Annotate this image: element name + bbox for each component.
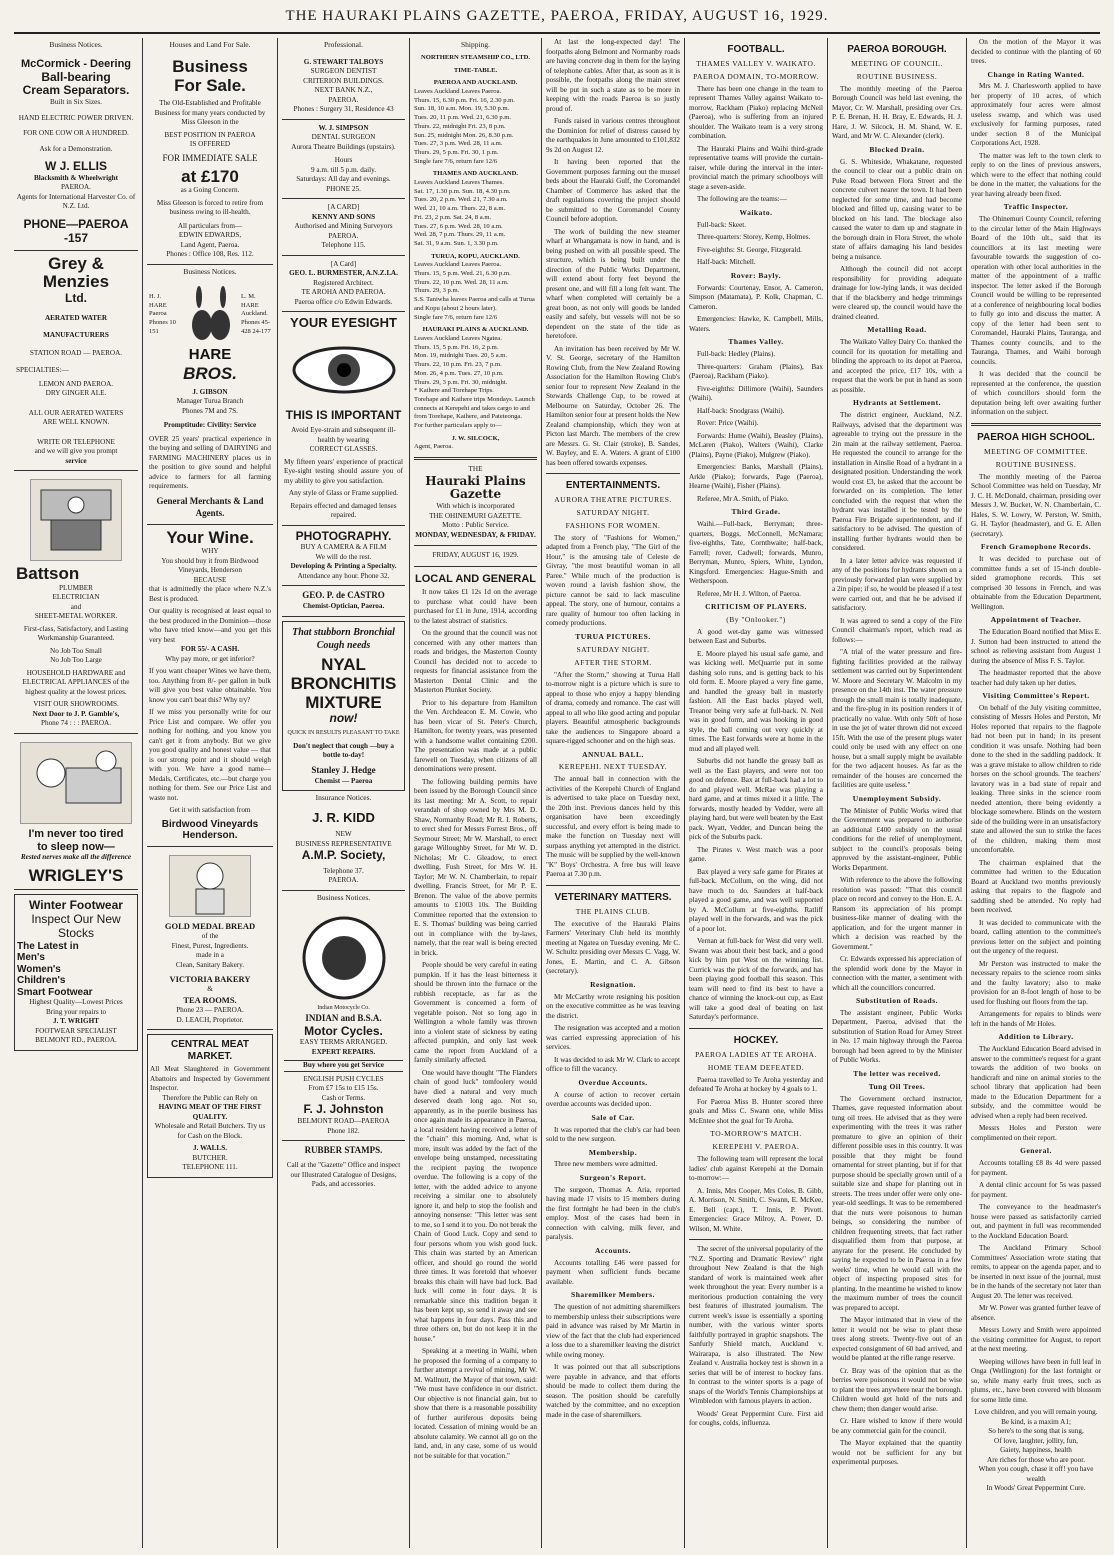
subheading: Membership. (588, 1147, 638, 1157)
article-paragraph: Half-back: Snodgrass (Waihi). (697, 406, 785, 415)
timetable-line: Fri. 23, 2 p.m. Sat. 24, 8 a.m. (414, 213, 492, 221)
section-header: Business Notices. (49, 40, 103, 49)
article-paragraph: The district engineer, Auckland, N.Z. Railways, advised that the department was agreeable to trying out the pressure in the 2in main at the railway settlement, Paeroa. He requested the council to arrange for the installation in Ainslie Road of a hydrant in a designated position. Understanding the work would cost £3, he asked that the account be forwarded on its completion. The letter concluded with the request that when the hydrant was installed it be tested by the Paeroa Fire Brigade superintendent, and if satisfactory to be advised. The question of installing further hydrants would then be considered. (832, 411, 962, 553)
timetable-heading: NORTHERN STEAMSHIP CO., LTD. (420, 53, 531, 61)
article-paragraph: A dental clinic account for 5s was passed for payment. (971, 1181, 1101, 1199)
timetable-line: Wed. 21, 10 a.m. Thurs. 22, 8 a.m. (414, 205, 506, 213)
article-paragraph: The Education Board notified that Miss E. J. Sutton had been instructed to attend the school as relieving assistant from August 1 during the absence of Miss F. S. Taylor. (971, 628, 1101, 665)
column-8: On the motion of the Mayor it was decided to continue with the planting of 60 trees. Change in Rating Wanted. Mrs M. J. Charlesworth applied to have her property of 10 acres, of which approximately four acres were almost useless swamp, and which was used exclusively for farming purposes, rated under section 8 of the Municipal Corporations Act, 1928. The matter was left to the town clerk to reply to on the lines of previous answers, which were to the effect that nothing could be done in the matter, the valuations for the year having already been fixed. Traffic Inspector. The Ohinemuri County Council, referring to the circular letter of the Main Highways Board of the 10th ult., said that its councillors at its last meeting were favourable towards the suggestion of co-operation with other local authorities in the matter of the appointment of a traffic inspector. The letter asked if the Borough Council would be willing to be represented at a conference of neighbouring local bodies to fully go into and discuss the matter. A copy of the letter had been sent to Coromandel, Hauraki Plains, Tauranga, and Thames county councils, and to the Tauranga, Thames, and Waihi borough councils. It was decided that the council be represented at the conference, the question of which councillors should form the deputation being left over awaiting further information on the subject. PAEROA HIGH SCHOOL. MEETING OF COMMITTEE. ROUTINE BUSINESS. The monthly meeting of the Paeroa School Committee was held on Tuesday, Mr J. C. H. McDonald, chairman, presiding over Messrs J. W. Bucket, W. N. Chamberlain, C. Hales, S. W. Lowry, W. Perston, W. Smith, G. H. Taylor (headmaster), and G. E. Allen (secretary). French Gramophone Records. It was decided to purchase out of committee funds a set of 15-inch double-sided gramophone records. This set comprised 30 lessons in French, and was obtainable from the Education Department, Wellington. Appointment of Teacher. The Education Board notified that Miss E. J. Sutton had been instructed to attend the school as relieving assistant from August 1 during the absence of Miss F. S. Taylor. The headmaster reported that the above teacher had duly taken up her duties. Visiting Committee's Report. On behalf of the July visiting committee, consisting of Messrs Holes and Perston, Mr Holes reported that repairs to the flagpole had not been put in hand; in its present condition it was unsafe. Nothing had been done to the shed in the saddling paddock. It was a grave mistake to allow children to ride horses on the school grounds. The teachers' lavatory was in a bad state of repair and leaking. Three sinks in the science room needed attention, there being evidently a blockage somewhere. Blinds on the western side of the building were in an unsatisfactory state and allowed the sun to strike the faces of the children, making them most uncomfortable. The chairman explained that the committee had written to the Education Board at Auckland two months previously asking that repairs to the flagpole and saddling shed be attended. No reply had been received. It was decided to communicate with the board, calling attention to the committee's previous letter on the subject and pointing out the urgency of the request. Mr Perston was instructed to make the necessary repairs to the science room sinks and the faulty lavatory; also to make provision for an 8-foot length of hose to be used for flushing out floors from the tap. Arrangements for repairs to blinds were left in the hands of Mr Holes. Addition to Library. The Auckland Education Board advised in answer to the committee's request for a grant towards the addition of two books on handicraft and nine on animal stories to the school library that application had been made to the Education Department for a subsidy, and the committee would be advised when a reply had been received. Messrs Holes and Perston were complimented on their report. General. Accounts totalling £8 8s 4d were passed for payment. A dental clinic account for 5s was passed for payment. The conveyance to the headmaster's house were passed as satisfactorily carried out, and payment in full was recommended to the Auckland Education Board. The Auckland Primary School Committees' Association wrote stating that remits, to appear on the agenda paper, and to be inserted in next issue of the journal, must be in the hands of the secretary not later than August 20. The letter was received. Mr W. Power was granted further leave of absence. Messrs Lowry and Smith were appointed the visiting committee for August, to report at the next meeting. Weeping willows have been in full leaf in Onga (Wellington) for the last fortnight or so, while many early fruit trees, such as plums, etc., have been covered with blossom for some little time. Love children, and you will remain young. Be kind, is a maxim A1; So here's to the song that is sung, Of love, laughter, jollity, fun, Gaiety, happiness, health Are riches for those who are poor. When you cough, chase it off! you have wealth In Woods' Great Peppermint Cure. (971, 38, 1101, 1493)
section-header: Shipping. (461, 40, 490, 49)
indian-motorcycle-ad: Indian Motocycle Co. INDIAN and B.S.A. Motor Cycles. EASY TERMS ARRANGED. EXPERT REPAIRS. Buy where you get Service ENGLISH PUSH CYCLES From £7 15s to £15 15s. Cash or Terms. F. J. Johnston BELMONT ROAD—PAEROA Phone 182. (282, 907, 405, 1141)
column-7: PAEROA BOROUGH. MEETING OF COUNCIL. ROUTINE BUSINESS. The monthly meeting of the Paeroa Borough Council was held last evening, the Mayor, Cr. W. Marshall, presiding over Crs. P. E. Brenan, H. H. Bray, E. Edwards, H. J. Hare, J. W. Silcock, H. M. Shand, W. E. Ward, and Mr W. C. Alexander (clerk). Blocked Drain. G. S. Whiteside, Whakatane, requested the council to clear out a public drain on Puke Road between Flora Street and the concrete culvert nearer the town. It had been neglected for some time, and had become blocked and filled up, causing water to be blocked on his land. The blockage also caused the water to dam up and stagnate in the borough drain in Flora Street, the whole state of affairs damaging his land besides being a nuisance. Although the council did not accept responsibility for providing adequate drainage for low-lying lands, it was decided that if the blackberry and hedge trimmings were cleared up, the council would have the drained cleaned. Metalling Road. The Waikato Valley Dairy Co. thanked the council for its quotation for metalling and blinding the approach to its depot at Paeroa, and accepted the price, £17 10s, with a request that the work be put in hand as soon as possible. Hydrants at Settlement. The district engineer, Auckland, N.Z. Railways, advised that the department was agreeable to trying out the pressure in the 2in main at the railway settlement, Paeroa. He requested the council to arrange for the installation in Ainslie Road of a hydrant in a designated position. Understanding the work would cost £3, he asked that the account be forwarded on its completion. The letter concluded with the request that when the hydrant was installed it be tested by the Paeroa Fire Brigade superintendent, and if satisfactory to be advised. The question of installing further hydrants would then be considered. In a later letter advice was requested if any of the positions for hydrants shown on a previously forwarded plan were supplied by a 2in pipe; if so, he would be pleased if a test were carried out, and that he be advised if satisfactory. It was agreed to send a copy of the Fire Council chairman's report, which read as follows:— "A trial of the water pressure and fire-fighting facilities provided at the railway settlement was carried out by Superintendent W. Moore and Secretary W. Malcolm in my presence on the 14th inst. The water pressure through the small main is totally inadequate, and the fire-plug in its position renders it of practically no value. With only 50ft of hose in use the jet of water thrown did not exceed 15ft. With the use of the present plugs water could only be used with any effect on one house, but a small supply might be available for the two adjacent houses. As far as the remainder of the houses are concerned the facilities are quite useless." Unemployment Subsidy. The Minister of Public Works wired that the Government was prepared to authorise an additional £400 subsidy on the usual conditions for the relief of unemployment, subject to the council's proposals being approved by the assistant-engineer, Public Works Department. With reference to the above the following resolution was passed: "That this council place on record and convey to the Hon. E. A. Ransom its appreciation of his prompt business-like manner of dealing with the application, and for the urgent manner in which a decision was reached by the Government." Cr. Edwards expressed his appreciation of the splendid work done by the Mayor in connection with the matter, a sentiment with which all the councillors concurred. Substitution of Roads. The assistant engineer, Public Works Department, Paeroa, advised that the substitution of Station Road for Arney Street in No. 17 main highway through the Paeroa borough had been agreed to by the Minister of Public Works. The letter was received. Tung Oil Trees. The Government orchard instructor, Thames, gave requested information about tung oil trees. He advised that as they were experimenting with the trees it was rather premature to give an opinion of their different possible uses in this country. It was possible that they might be found ornamental for street planting, but if for that purpose should be specially grown until of a suitable size and shape for planting out in streets. The trees under offer were only one-year-old seedlings. It was to be remembered that the nuts were poisonous to human beings, so considering the number of children frequenting streets, that fact rather disqualified them from that purpose, at anyrate for the present. He concluded by saying he expected to be in Paeroa in a few weeks' time, when he would call with the object of inspecting proposed sites for planting. In the meantime he wished to know the maximum number of trees the council was prepared to accept. The Mayor intimated that in view of the letter it would not be wise to plant these trees along streets. Twenty-five out of an expected consignment of 60 had arrived, and would be planted at the rifle range reserve. Cr. Bray was of the opinion that as the berries were poisonous it would not be wise to plant the trees anywhere near the borough. Children would get hold of the nuts and chew them; then danger would arise. Cr. Hare wished to know if there would be any commercial gain for the council. The Mayor explained that the quantity would not be sufficient for any but experimental purposes. (832, 44, 962, 1467)
article-paragraph: Forwards: Hume (Waihi), Beasley (Plains), McLaren (Piako), Walters (Waihi), Clarke (Plains), Payne (Piako), Mulgrew (Piako). (689, 431, 823, 459)
article-paragraph: It was decided to purchase out of committee funds a set of 15-inch double-sided gramophone records. This set comprised 30 lessons in French, and was obtainable from the Education Department, Wellington. (971, 555, 1101, 611)
article-paragraph: The headmaster reported that the above teacher had duly taken up her duties. (971, 669, 1101, 687)
article-paragraph: Five-eighths: St. George, Fitzgerald. (697, 245, 802, 254)
article-paragraph: The executive of the Hauraki Plains Farmers' Veterinary Club held its monthly meeting at Ngatea on Tuesday evening. Mr C. W. Schultz presiding over Messrs C. Vagg, W. Jones, E. Martin, and C. A. Gibson (secretary). (546, 919, 680, 976)
article-paragraph: Paeroa travelled to Te Aroha yesterday and defeated Te Aroha at hockey by 4 goals to 1. (689, 1075, 823, 1094)
article-paragraph: G. S. Whiteside, Whakatane, requested the council to clear out a public drain on Puke Road between Flora Street and the concrete culvert nearer the town. It had been neglected for some time, and had become blocked and filled up, causing water to be blocked on his land. The blockage also caused the water to dam up and stagnate in the borough drain in Flora Street, the whole state of affairs damaging his land besides being a nuisance. (832, 157, 962, 261)
article-paragraph: The Auckland Primary School Committees' Association wrote stating that remits, to appear on the agenda paper, and to be inserted in next issue of the journal, must be in the hands of the secretary not later than August 20. The letter was received. (971, 1244, 1101, 1300)
article-paragraph: Messrs Lowry and Smith were appointed the visiting committee for August, to report at the next meeting. (971, 1326, 1101, 1354)
section-header: Houses and Land For Sale. (169, 40, 251, 49)
local-general-heading: LOCAL AND GENERAL (415, 572, 536, 585)
article-paragraph: Five-eighths: Dillimore (Waihi), Saunders (Waihi). (689, 384, 823, 403)
article-paragraph: The surgeon, Thomas A. Aria, reported having made 17 visits to 15 members during the first fortnight he had been in the club's employ. Most of the cases had been in connection with calving, milk fever, and paralysis. (546, 1185, 680, 1242)
article-paragraph: One would have thought "The Flanders chain of good luck" tomfoolery would have died a natural and very much deserved death long ago. Not so, apparently, as in the puerile business has once again made its appearance in Paeroa, a local resident having received a letter of the "chain" this morning. And, what is more, insult was added by the fact of the envelope being unstamped, necessitating the recipient paying the twopence overdue. The following is a copy of the letter, with the added advice to anyone receiving a similar one to absolutely ignore it, and help to stop the foolish and annoying nonsense: "This letter was sent to me, so I send it to you. Do not break the Chain of Good Luck. Copy and send to four persons whom you wish good luck. This chain was started by an American officer, and should go round the world three times. It was foretold that whoever breaks this chain will have bad luck. Bad luck will come in four days. It is remarkable since this tradition began it has been kept up, so send it away and see what happens in four days. Pass this and three others on, but do not keep it in the house." (414, 1068, 537, 1343)
subheading: Waikato. (739, 207, 773, 217)
timetable-line: Single fare 7/6, return fare 12/6 (414, 313, 498, 321)
eye-icon (289, 335, 399, 405)
indian-logo-icon (299, 913, 389, 1003)
timetable-line: Tues. 20, 11 p.m. Wed. 21, 6.30 p.m. (414, 114, 512, 122)
article-paragraph: Vernan at full-back for West did very well. Swann was about their best back, and a good kick by him put West on the winning list. Currick was the pick of the forwards, and has been playing good football this season. This team will need to find its best to have a chance of winning the knock-out cup, as East will take a good deal of beating on last Saturday's performance. (689, 937, 823, 1022)
timetable-line: Thurs. 22, 10 p.m. Wed. 28, 11 a.m. (414, 278, 509, 286)
article-paragraph: The conveyance to the headmaster's house were passed as satisfactorily carried out, and payment in full was recommended to the Auckland Education Board. (971, 1203, 1101, 1240)
subheading: Tung Oil Trees. (868, 1081, 926, 1091)
timetable-line: Sat. 17, 1.30 p.m. Sun. 18, 4.30 p.m. (414, 187, 511, 195)
timetable-line: Thurs. 22, midnight Fri. 23, 8 p.m. (414, 122, 506, 130)
article-paragraph: The annual ball in connection with the activities of the Kerepehi Church of England is advertised to take place on Tuesday next, the 20th inst. Previous dances held by this organisation have been exceedingly successful, and every effort is being made to make the function on Tuesday next will surpass anything yet attempted in the district. The music will be supplied by the well-known "K" Boys' Orchestra. A free bus will leave Paeroa at 7.30 p.m. (546, 775, 680, 879)
subheading: The letter was received. (853, 1068, 941, 1078)
burmester-card: [A Card] GEO. L. BURMESTER, A.N.Z.I.A. Registered Architect. TE AROHA AND PAEROA. Paeroa office c/o Edwin Edwards. (282, 256, 405, 313)
subheading: Traffic Inspector. (1003, 202, 1069, 212)
article-paragraph: There has been one change in the team to represent Thames Valley against Waikato to-morrow, Rackham (Piako) replacing McNeil (Paeroa), who is suffering from an injured shoulder. The Waikato team is a very strong combination. (689, 84, 823, 141)
column-divider (966, 38, 967, 1548)
article-paragraph: Mrs M. J. Charlesworth applied to have her property of 10 acres, of which approximately four acres were almost useless swamp, and which was used exclusively for farming purposes, rated under section 8 of the Municipal Corporations Act, 1928. (971, 82, 1101, 148)
timetable-line: Thurs. 29, 3 p.m. (414, 287, 460, 295)
article-paragraph: It was decided to communicate with the board, calling attention to the committee's previous letter on the subject and pointing out the urgency of the request. (971, 918, 1101, 956)
timetable-line: Mon. 19, midnight Tues. 20, 5 a.m. (414, 352, 508, 360)
article-paragraph: Woods' Great Peppermint Cure. First aid for coughs, colds, influenza. (689, 1409, 823, 1428)
bathtub-icon (31, 480, 121, 560)
timetable-line: Sun. 25, midnight Mon. 26, 8.30 p.m. (414, 131, 514, 139)
article-paragraph: On behalf of the July visiting committee, consisting of Messrs Holes and Perston, Mr Holes reported that repairs to the flagpole had not been put in hand; in its present condition it was unsafe. Nothing had been done to the shed in the saddling paddock. It was a grave mistake to allow children to ride horses on the school grounds. The teachers' lavatory was in a bad state of repair and leaking. Three sinks in the science room needed attention, there being evidently a blockage somewhere. Blinds on the western side of the building were in an unsatisfactory state and allowed the sun to strike the faces of the children, making them most uncomfortable. (971, 703, 1101, 855)
winter-footwear-ad: Winter Footwear Inspect Our New Stocks The Latest in Men's Women's Children's Smart Footwear Highest Quality—Lowest Prices Bring your repairs to J. T. WRIGHT FOOTWEAR SPECIALIST BELMONT RD., PAEROA. (14, 894, 138, 1050)
article-paragraph: Suburbs did not handle the greasy ball as well as the East players, and were not too good on defence. Bax at full-back had a lot to do and played well. McRae was playing a hard game, and at times mixed it a little. The forwards, mostly headed by Vedder, were all playing hard, but were well beaten by the East pack. Wyatt, Vedder, and Duncan being the pick of the Suburbs pack. (689, 757, 823, 842)
column-3 (282, 38, 405, 1548)
article-paragraph: A good wet-day game was witnessed between East and Suburbs. (689, 627, 823, 646)
article-paragraph: A course of action to recover certain overdue accounts was decided upon. (546, 1090, 680, 1109)
entertainments-heading: ENTERTAINMENTS. (565, 480, 661, 491)
column-divider (684, 38, 685, 1548)
veterinary-article (546, 920, 680, 1420)
article-paragraph: The assistant engineer, Public Works Department, Paeroa, advised that the substitution of Station Road for Arney Street in No. 17 main highway through the Paeroa borough had been agreed to by the Minister of Public Works. (832, 1008, 962, 1065)
rubber-stamps-ad: RUBBER STAMPS. Call at the "Gazette" Office and inspect our Illustrated Catalogue of Designs, Pads, and accessories. (286, 1145, 401, 1189)
subheading: Sharemilker Members. (571, 1290, 655, 1300)
article-paragraph: The following building permits have been issued by the Borough Council since its last meeting: Mr A. Scott, to repair verandah of shop owned by Mrs M. D. Shaw, Normanby Road; Mr R. I. Roberts, to erect shed for Messrs Forrest Bros., off Seymour Street; Mr W. Marshall, to erect garage Willoughby Street, for Mr W. D. Nicholas; Mr C. Gleadow, to erect dwelling, Fush Street, for Mrs W. H. Taylor; Mr W. N. Chamberlain, to repair dwelling, Francis Street, for Mr P. E. Brenon. The value of the above permits amounts to £1003 10s. The Building Committee reported that the extension to E. S. Thomas' building was being carried out in compliance with the by-laws, namely, that the rear wall is being erected in brick. (414, 777, 537, 957)
article-paragraph: The Mayor intimated that in view of the letter it would not be wise to plant these trees along streets. Twenty-five out of an expected consignment of 60 had arrived, and would be planted at the rifle range reserve. (832, 1316, 962, 1363)
high-school-article (971, 473, 1101, 1405)
criticism-article (689, 628, 823, 1023)
article-paragraph: It was reported that the club's car had been sold to the new surgeon. (546, 1125, 680, 1144)
timetable-line: S.S. Taniwha leaves Paeroa and calls at Turua and Kopu (about 2 hours later). (414, 296, 535, 312)
article-paragraph: The Minister of Public Works wired that the Government was prepared to authorise an additional £400 subsidy on the usual conditions for the relief of unemployment, subject to the council's proposals being approved by the assistant-engineer, Public Works Department. (832, 806, 962, 872)
text-line: When you cough, chase it off! you have wealth (978, 1465, 1094, 1483)
timetable-line: Thurs. 15, 6.30 p.m. Fri. 16, 2.30 p.m. (414, 96, 515, 104)
photography-ad: PHOTOGRAPHY. BUY A CAMERA & A FILM We will do the rest. Developing & Printing a Specialty. Attendance any hour. Phone 32. (282, 526, 405, 587)
match-article (689, 1155, 823, 1234)
article-paragraph: The following team will represent the local ladies' club against Kerepehi at the Domain to-morrow:— (689, 1155, 823, 1183)
article-paragraph: For Paeroa Miss B. Hunter scored three goals and Miss C. Swann one, while Miss McEntee shot the goal for Te Aroha. (689, 1097, 823, 1125)
timetable-line: Tues. 27, 6 p.m. Wed. 28, 10 a.m. (414, 222, 503, 230)
subheading: Surgeon's Report. (579, 1172, 647, 1182)
subheading: Change in Rating Wanted. (987, 69, 1085, 79)
local-news-continued (546, 38, 680, 468)
borough-article-continued (971, 38, 1101, 418)
column-divider (541, 38, 542, 1548)
column-1 (14, 38, 138, 1548)
article-paragraph: Mr McCarthy wrote resigning his position on the executive committee as he was leaving the district. (546, 992, 680, 1020)
subheading: Visiting Committee's Report. (982, 691, 1090, 701)
plumbing-illustration (30, 479, 122, 561)
timetable-heading: THAMES AND AUCKLAND. (432, 170, 519, 178)
article-paragraph: "A trial of the water pressure and fire-fighting facilities provided at the railway settlement was carried out by Superintendent W. Moore and Secretary W. Malcolm in my presence on the 14th inst. The water pressure through the small main is totally inadequate, and the fire-plug in its position renders it of practically no value. With only 50ft of hose in use the jet of water thrown did not exceed 15ft. With the use of the present plugs water could only be used with any effect on one house, but a small supply might be available for the two adjacent houses. As far as the remainder of the houses are concerned the facilities are quite useless." (832, 648, 962, 790)
article-paragraph: Referee, Mr A. Smith, of Piako. (697, 494, 789, 503)
article-paragraph: Although the council did not accept responsibility for providing adequate drainage for low-lying lands, it was decided that if the blackberry and hedge trimmings were cleared up, the council would have the drained cleaned. (832, 265, 962, 321)
column-divider (277, 38, 278, 1548)
article-paragraph: Half-back: Mitchell. (697, 258, 756, 267)
wrigleys-ad: I'm never too tired to sleep now— Rested nerves make all the difference WRIGLEY'S (14, 734, 138, 890)
section-header: Business Notices. (183, 266, 237, 276)
football-heading: FOOTBALL. (727, 44, 785, 55)
article-paragraph: In a later letter advice was requested if any of the positions for hydrants shown on a previously forwarded plan were supplied by a 2in pipe; if so, he would be pleased if a test were carried out, and that he be advised if satisfactory. (832, 556, 962, 613)
de-castro-ad: GEO. P. de CASTRO Chemist-Optician, Paeroa. (282, 586, 405, 616)
local-general-articles (414, 588, 537, 1461)
article-paragraph: At last the long-expected day! The footpaths along Belmont and Normanby roads are having concrete dug in them for the laying of telephone cables. After that, as soon as it is possible, the footpaths along the main street will be put in such a state as to be more in keeping with the roads Paeroa is so justly proud of. (546, 38, 680, 113)
column-divider (827, 38, 828, 1548)
article-paragraph: The Government orchard instructor, Thames, gave requested information about tung oil trees. He advised that as they were experimenting with the trees it was rather premature to give an opinion of their different possible uses in this country. It was possible that they might be found ornamental for street planting, but if for that purpose should be specially grown until of a suitable size and shape for planting out in streets. The trees under offer were only one-year-old seedlings. It was to be remembered that the nuts were poisonous to human beings, so considering the number of children frequenting streets, that fact rather disqualified them from that purpose, at anyrate for the present. He concluded by saying he expected to be in Paeroa in a few weeks' time, when he would call with the object of inspecting proposed sites for planting. In the meantime he wished to know the maximum number of trees the council was prepared to accept. (832, 1094, 962, 1312)
article-paragraph: Funds raised in various centres throughout the Dominion for relief of distress caused by the earthquakes in June amounted to £101,832 9s 2d on August 12. (546, 117, 680, 154)
article-paragraph: Cr. Hare wished to know if there would be any commercial gain for the council. (832, 1417, 962, 1435)
article-paragraph: "After the Storm," showing at Turua Hall to-morrow night is a picture which is sure to appeal to those who enjoy a happy blending of drama, comedy and romance. The cast will appeal to all who like good acting and popular players. Beautiful atmospheric backgrounds take the audiences to Singapore aboard a square-rigged schooner and on the high seas. (546, 670, 680, 746)
subheading: Overdue Accounts. (578, 1077, 648, 1087)
subheading: Blocked Drain. (869, 144, 925, 154)
timetable-line: Torehape and Kaihere trips Mondays. Launch connects at Kerepehi and takes cargo to and from Torehape, Kaihere, and Pateteonga. (414, 395, 535, 421)
article-paragraph: The matter was left to the town clerk to reply to on the lines of previous answers, which were to the effect that nothing could be done in the matter, the valuations for the year having already been fixed. (971, 151, 1101, 198)
article-paragraph: Bax played a very safe game for Pirates at full-back. McCollum, on the wing, did not have much to do. Saunders at half-back played a good game, and was well supported by A. McCollum at five-eighths. Ratliff played well in the forwards, and was the pick of a poor lot. (689, 867, 823, 933)
article-paragraph: Waihi.—Full-back, Berryman; three-quarters, Boggs, McConnell, McNamara; five-eighths, Tate, Cornthwaite; half-back, Farrell; rover, Cadwell; forwards, Munro, Berryman, Munro, Spiers, White, Lyndon, Kingsford. Emergencies: Hague-Smith and Wetherspoon. (689, 520, 823, 586)
article-paragraph: Cr. Edwards expressed his appreciation of the splendid work done by the Mayor in connection with the matter, a sentiment with which all the councillors concurred. (832, 955, 962, 992)
text-line: Gaiety, happiness, health (1000, 1446, 1072, 1455)
subheading: Resignation. (590, 979, 636, 989)
article-paragraph: Forwards: Courtenay, Ensor, A. Cameron, Simpson (Matamata), P. Kolk, Chapman, C. Cameron. (689, 283, 823, 311)
article-paragraph: An invitation has been received by Mr W. V. St. George, secretary of the Hamilton Rowing Club, from the New Zealand Rowing Association for the Hamilton Rowing Club's senior four to represent New Zealand in the Stewards Challenge Cup, to be rowed at Melbourne on Saturday, October 26. The Hamilton senior four at present holds the New Zealand championship, which they won at Picton last March. The members of the crew are Messrs. G. St. Clair (stroke), B. Sandes, W. Bayley, and E. A. Waters. A grant of £100 has been offered towards expenses. (546, 344, 680, 467)
column-divider (409, 38, 410, 1548)
timetable-line: Thurs. 29, 5 p.m. Fri. 30, 1 p.m. (414, 148, 499, 156)
subheading: Addition to Library. (998, 1032, 1074, 1042)
timetable-heading: HAURAKI PLAINS & AUCKLAND. (422, 326, 529, 334)
hockey-heading: HOCKEY. (733, 1034, 779, 1046)
subheading: French Gramophone Records. (980, 542, 1092, 552)
article-paragraph: The Mayor explained that the quantity would not be sufficient for any but experimental purposes. (832, 1439, 962, 1467)
article-paragraph: Three new members were admitted. (554, 1160, 658, 1169)
hockey-article (689, 1076, 823, 1127)
article-paragraph: The chairman explained that the committee had written to the Education Board at Auckland two months previously asking that repairs to the flagpole and saddling shed be attended. No reply had been received. (971, 858, 1101, 915)
article-paragraph: Three-quarters: Graham (Plains), Bax (Paeroa), Rackham (Piako). (689, 362, 823, 381)
article-paragraph: The resignation was accepted and a motion was carried expressing appreciation of his services. (546, 1024, 680, 1052)
timetable-line: Thurs. 22, 10 p.m. Fri. 23, 7 p.m. (414, 361, 502, 369)
hare-logo-icon (184, 285, 236, 345)
subheading: Substitution of Roads. (855, 996, 939, 1006)
timetable-line: Single fare 7/6, return fare 12/6 (414, 157, 498, 165)
article-paragraph: With reference to the above the following resolution was passed: "That this council place on record and convey to the Hon. E. A. Ransom its appreciation of his prompt business-like manner of dealing with the application, and for the urgent manner in which a decision was reached by the Government." (832, 876, 962, 951)
timetable-heading: J. W. SILCOCK, (451, 434, 500, 442)
article-paragraph: The monthly meeting of the Paeroa Borough Council was held last evening, the Mayor, Cr. W. Marshall, presiding over Crs. P. E. Brenan, H. H. Bray, E. Edwards, H. J. Hare, J. W. Silcock, H. M. Shand, W. E. Ward, and Mr W. C. Alexander (clerk). (832, 84, 962, 141)
timetable-line: Wed. 28, 7 p.m. Thurs. 29, 11 a.m. (414, 231, 506, 239)
text-line: So here's to the song that is sung, (988, 1427, 1084, 1436)
article-paragraph: A. Innis, Mrs Cooper, Mrs Coles, B. Gibb, A. Morrison, N. Smith, C. Swann, E. McKee, E. Bell (capt.), T. Innis, P. Pivott. Emergencies: Grace Milroy, A. Power, D. Wilson, M. White. (689, 1186, 823, 1233)
text-line: Of love, laughter, jollity, fun, (994, 1436, 1078, 1445)
column-2 (147, 38, 273, 1548)
column-divider (142, 38, 143, 1548)
timetable-heading: TURUA, KOPU, AUCKLAND. (431, 252, 520, 260)
timetable-line: Thurs. 15, 5 p.m. Wed. 21, 6.30 p.m. (414, 270, 511, 278)
article-paragraph: The work of building the new steamer wharf at Whangamata is now in hand, and is being pushed on with all possible speed. The structure, which is being built under the direction of the Public Works Department, will extend about forty feet beyond the present one, and will fill a long felt want. The wharf when completed will certainly be a great boon, as not only will goods be landed easily and safely, but vessels will not be so dependent on the state of the tide as heretofore. (546, 227, 680, 340)
article-paragraph: The Auckland Education Board advised in answer to the committee's request for a grant towards the addition of two books on handicraft and nine on animal stories to the school library that application had been made to the Education Department for a subsidy, and the committee would be advised when a reply had been received. (971, 1045, 1101, 1120)
mccormick-ad: McCormick - Deering Ball-bearing Cream Separators. Built in Six Sizes. HAND ELECTRIC POWER DRIVEN. FOR ONE COW OR A HUNDRED. Ask for a Demonstration. W J. ELLIS Blacksmith & Wheelwright PAEROA. Agents for International Harvester Co. of N.Z. Ltd. PHONE—PAEROA -157 (14, 54, 138, 251)
text-line: Love children, and you will remain young. (974, 1408, 1098, 1417)
borough-article (832, 85, 962, 1468)
article-paragraph: Arrangements for repairs to blinds were left in the hands of Mr Holes. (971, 1010, 1101, 1028)
subheading: Unemployment Subsidy. (852, 793, 942, 803)
phone-number: PHONE—PAEROA -157 (23, 216, 129, 245)
article-paragraph: It was agreed to send a copy of the Fire Council chairman's report, which read as follows:— (832, 616, 962, 644)
timetable-line: Tues. 27, 3 p.m. Wed. 28, 11 a.m. (414, 140, 503, 148)
article-paragraph: The monthly meeting of the Paeroa School Committee was held on Tuesday, Mr J. C. H. McDonald, chairman, presiding over Messrs J. W. Bucket, W. N. Chamberlain, C. Hales, S. W. Lowry, W. Perston, W. Smith, G. H. Taylor (headmaster), and G. E. Allen (secretary). (971, 472, 1101, 538)
subheading: Hydrants at Settlement. (853, 398, 941, 408)
column-6: FOOTBALL. THAMES VALLEY V. WAIKATO. PAEROA DOMAIN, TO-MORROW. There has been one change in the team to represent Thames Valley against Waikato to-morrow, Rackham (Piako) replacing McNeil (Paeroa), who is suffering from an injured shoulder. The Waikato team is a very strong combination. The Hauraki Plains and Waihi third-grade representative teams will provide the curtain-raiser, while during the interval in the inter-provincial match the primary schoolboys will stage a seven-aside. The following are the teams:— Waikato. Full-back: Skeet. Three-quarters: Storey, Kemp, Holmes. Five-eighths: St. George, Fitzgerald. Half-back: Mitchell. Rover: Bayly. Forwards: Courtenay, Ensor, A. Cameron, Simpson (Matamata), P. Kolk, Chapman, C. Cameron. Emergencies: Hawke, K. Campbell, Mills, Waters. Thames Valley. Full-back: Hedley (Plains). Three-quarters: Graham (Plains), Bax (Paeroa), Rackham (Piako). Five-eighths: Dillimore (Waihi), Saunders (Waihi). Half-back: Snodgrass (Waihi). Rover: Price (Waihi). Forwards: Hume (Waihi), Beasley (Plains), McLaren (Piako), Walters (Waihi), Clarke (Plains), Payne (Piako), Mulgrew (Piako). Emergencies: Banks, Marshall (Plains), Arkle (Piako); forwards, Page (Paeroa), Hearne (Waihi), Fisher (Plains). Referee, Mr A. Smith, of Piako. Third Grade. Waihi.—Full-back, Berryman; three-quarters, Boggs, McConnell, McNamara; five-eighths, Tate, Cornthwaite; half-back, Farrell; rover, Cadwell; forwards, Munro, Berryman, Munro, Spiers, White, Lyndon, Kingsford. Emergencies: Hague-Smith and Wetherspoon. Referee, Mr H. J. Wilton, of Paeroa. CRITICISM OF PLAYERS. (By "Onlooker.") A good wet-day game was witnessed between East and Suburbs. E. Moore played his usual safe game, and was kicking well. McQuarrie put in some dashing solo runs, and is getting back to his old form. E. Moore played a very fine game, and handled the greasy ball in masterly fashion. All the East backs played well, Treanor being very safe at full-back. N. Neil was in good form, and was hooking in good style, the ball coming out very quickly at times. The East forwards were at home in the mud and all played well. Suburbs did not handle the greasy ball as well as the East players, and were not too good on defence. Bax at full-back had a lot to do and played well. McRae was playing a hard game, and at times mixed it a little. The forwards, mostly headed by Vedder, were all playing hard, but were well beaten by the East pack. Wyatt, Vedder, and Duncan being the pick of the Suburbs pack. The Pirates v. West match was a poor game. Bax played a very safe game for Pirates at full-back. McCollum, on the wing, did not have much to do. Saunders at half-back played a good game, and was well supported by A. McCollum at five-eighths. Ratliff played well in the forwards, and was the pick of a poor lot. Vernan at full-back for West did very well. Swann was about their best back, and a good kick by him put West on the winning list. Currick was the pick of the forwards, and has been playing good football this season. This team will need to find its best to have a chance of winning the knock-out cup, as East will take a good deal of beating on last Saturday's performance. HOCKEY. PAEROA LADIES AT TE AROHA. HOME TEAM DEFEATED. Paeroa travelled to Te Aroha yesterday and defeated Te Aroha at hockey by 4 goals to 1. For Paeroa Miss B. Hunter scored three goals and Miss C. Swann one, while Miss McEntee shot the goal for Te Aroha. TO-MORROW'S MATCH. KEREPEHI V. PAEROA. The following team will represent the local ladies' club against Kerepehi at the Domain to-morrow:— A. Innis, Mrs Cooper, Mrs Coles, B. Gibb, A. Morrison, N. Smith, C. Swann, E. McKee, E. Bell (capt.), T. Innis, P. Pivott. Emergencies: Grace Milroy, A. Power, D. Wilson, M. White. The secret of the universal popularity of the "N.Z. Sporting and Dramatic Review" right throughout New Zealand is that the high standard of work is maintained week after week throughout the year. Every number is a meritorious production containing the very best features of illustrated journalism. The current week's issue is essentially a sporting number, with the various winter sports faithfully portrayed in graphic snapshots. The Sanfurly Shield match, Auckland v. Wairarapa, is also illustrated. The New Zealand v. Australia hockey test is shown in a series that will be of interest to hockey fans. In contrast to the winter sports is a page of snaps of the World's Tennis Championships at Wimbledon with famous players in action. Woods' Great Peppermint Cure. First aid for coughs, colds, influenza. (689, 44, 823, 1428)
article-paragraph: Cr. Bray was of the opinion that as the berries were poisonous it would not be wise to plant the trees anywhere near the borough. Children would get hold of the nuts and chew them; then danger would arise. (832, 1366, 962, 1413)
shipping-timetable (414, 54, 537, 452)
timetable-line: Mon. 26, 4 p.m. Tues. 27, 10 p.m. (414, 369, 504, 377)
article-paragraph: The following are the teams:— (697, 195, 787, 204)
timetable-line: Leaves Auckland Leaves Thames. (414, 179, 504, 187)
high-school-heading: PAEROA HIGH SCHOOL. (977, 431, 1095, 443)
article-paragraph: E. Moore played his usual safe game, and was kicking well. McQuarrie put in some dashing solo runs, and is getting back to his old form. E. Moore played a very fine game, and handled the greasy ball in masterly fashion. All the East backs played well, Treanor being very safe at full-back. N. Neil was in good form, and was hooking in good style, the ball coming out very quickly at times. The East forwards were at home in the mud and all played well. (689, 649, 823, 753)
timetable-line: Thurs. 15, 5 p.m. Fri. 16, 2 p.m. (414, 343, 499, 351)
your-wine-ad: Your Wine. WHY You should buy it from Birdwood Vineyards, Henderson BECAUSE that is admittedly the place where N.Z.'s Best is produced. Our quality is recognised at least equal to the best produced in the Dominion—those who have tried know—and you get this very best FOR 55/- A CASH. Why pay more, or get inferior? If you want cheaper Wines we have them, too. Anything from 8/- per gallon in bulk will give you best value obtainable. You know you can't beat this? Why try? If we miss you personally write for our Price List and compare. We offer you nothing for nothing, and you know you can't get it from anybody. But we give you good quality and honest value — that is our strong point and it should weigh with you. We have a good name—Medals, Certificates, etc.—but charge you nothing for them. See our Price List and waste not. Get it with satisfaction from Birdwood Vineyards Henderson. (147, 525, 273, 847)
child-icon (170, 856, 250, 916)
football-article (689, 85, 823, 599)
masthead: THE HAURAKI PLAINS GAZETTE, PAEROA, FRIDAY, AUGUST 16, 1929. (285, 8, 829, 24)
column-5: At last the long-expected day! The footpaths along Belmont and Normanby roads are having concrete dug in them for the laying of telephone cables. After that, as soon as it is possible, the footpaths along the main street will be put in such a state as to be more in keeping with the roads Paeroa is so justly proud of. Funds raised in various centres throughout the Dominion for relief of distress caused by the earthquakes in June amounted to £101,832 9s 2d on August 12. It having been reported that the Government purposes farming out the mussel beds about the Hauraki Gulf, the Coromandel Chamber of Commerce has asked that the draft regulations covering the project should be submitted to the Coromandel County Council before adoption. The work of building the new steamer wharf at Whangamata is now in hand, and is being pushed on with all possible speed. The structure, which is being built under the direction of the Public Works Department, will extend about forty feet beyond the present one, and will fill a long felt want. The wharf when completed will certainly be a great boon, as not only will goods be landed easily and safely, but vessels will not be so dependent on the state of the tide as heretofore. An invitation has been received by Mr W. V. St. George, secretary of the Hamilton Rowing Club, from the New Zealand Rowing Association for the Hamilton Rowing Club's senior four to represent New Zealand in the Stewards Challenge Cup, to be rowed at Melbourne on Saturday, October 26. The Hamilton senior four at present holds the New Zealand championship, which they won at Picton last March. The members of the crew are Messrs. G. St. Clair (stroke), B. Sandes, W. Bayley, and E. A. Waters. A grant of £100 has been offered towards expenses. ENTERTAINMENTS. AURORA THEATRE PICTURES. SATURDAY NIGHT. FASHIONS FOR WOMEN. The story of "Fashions for Women," adapted from a French play, "The Girl of the Hour," is the amusing tale of Celeste de Givray, "the most beautiful woman in all Paree." While much of the production is woven round a lavish fashion show, the picture cannot be said to lack masculine appeal. The story, one of humour, contains a rare quality of humour too often lacking in comedy productions. TURUA PICTURES. SATURDAY NIGHT. AFTER THE STORM. "After the Storm," showing at Turua Hall to-morrow night is a picture which is sure to appeal to those who enjoy a happy blending of drama, comedy and romance. The cast will appeal to all who like good acting and popular players. Beautiful atmospheric backgrounds take the audiences to Singapore aboard a square-rigged schooner and on the high seas. ANNUAL BALL. KEREPEHI. NEXT TUESDAY. The annual ball in connection with the activities of the Kerepehi Church of England is advertised to take place on Tuesday next, the 20th inst. Previous dances held by this organisation have been exceedingly successful, and every effort is being made to make the function on Tuesday next will surpass anything yet attempted in the district. The music will be supplied by the well-known "K" Boys' Orchestra. A free bus will leave Paeroa at 7.30 p.m. VETERINARY MATTERS. THE PLAINS CLUB. The executive of the Hauraki Plains Farmers' Veterinary Club held its monthly meeting at Ngatea on Tuesday evening. Mr C. W. Schultz presiding over Messrs C. Vagg, W. Jones, E. Martin, and C. A. Gibson (secretary). Resignation. Mr McCarthy wrote resigning his position on the executive committee as he was leaving the district. The resignation was accepted and a motion was carried expressing appreciation of his services. It was decided to ask Mr W. Clark to accept office to fill the vacancy. Overdue Accounts. A course of action to recover certain overdue accounts was decided upon. Sale of Car. It was reported that the club's car had been sold to the new surgeon. Membership. Three new members were admitted. Surgeon's Report. The surgeon, Thomas A. Aria, reported having made 17 visits to 15 members during the first fortnight he had been in the club's employ. Most of the cases had been in connection with calving, milk fever, and paralysis. Accounts. Accounts totalling £46 were passed for payment when sufficient funds became available. Sharemilker Members. The question of not admitting sharemilkers to membership unless their subscriptions were paid in advance was raised by Mr Martin in view of the fact that the club had experienced a loss due to a sharemilker leaving the district while owing money. It was pointed out that all subscriptions were payable in advance, and that efforts should be made to collect them during the season. The position should be carefully watched by the committee, and no exception made in the case of sharemilkers. (546, 38, 680, 1419)
nyal-ad: That stubborn Bronchial Cough needs NYAL BRONCHITIS MIXTURE now! QUICK IN RESULTS PLEASANT TO TAKE Don't neglect that cough —buy a bottle to-day! Stanley J. Hedge Chemist — Paeroa (282, 621, 405, 792)
masthead-rule (14, 32, 1100, 34)
kenny-card: [A CARD] KENNY AND SONS Authorised and Mining Surveyors PAEROA. Telephone 115. (282, 199, 405, 256)
text-line: Be kind, is a maxim A1; (1001, 1417, 1071, 1426)
article-paragraph: The story of "Fashions for Women," adapted from a French play, "The Girl of the Hour," is the amusing tale of Celeste de Givray, "the most beautiful woman in all Paree." While much of the production is woven round a lavish fashion show, the picture cannot be said to lack masculine appeal. The story, one of humour, contains a rare quality of humour too often lacking in comedy productions. (546, 533, 680, 628)
article-paragraph: Rover: Price (Waihi). (697, 419, 759, 428)
subheading: Rover: Bayly. (730, 270, 782, 280)
subheading: Third Grade. (731, 507, 781, 517)
article-paragraph: On the motion of the Mayor it was decided to continue with the planting of 60 trees. (971, 38, 1101, 65)
veterinary-heading: VETERINARY MATTERS. (554, 891, 672, 903)
subheading: Thames Valley. (728, 337, 784, 347)
simpson-card: W. J. SIMPSON DENTAL SURGEON Aurora Theatre Buildings (upstairs). Hours 9 a.m. till 5 p.m. daily. Saturdays: All day and evenings. PHONE 25. (282, 120, 405, 200)
article-paragraph: Emergencies: Hawke, K. Campbell, Mills, Waters. (689, 315, 823, 333)
column-4 (414, 38, 537, 1548)
article-paragraph: The question of not admitting sharemilkers to membership unless their subscriptions were paid in advance was raised by Mr Martin in view of the fact that the club had experienced a loss due to a sharemilker leaving the district while owing money. (546, 1303, 680, 1359)
section-header: Business Notices. (316, 892, 371, 902)
subheading: Accounts. (595, 1245, 631, 1255)
article-paragraph: The Waikato Valley Dairy Co. thanked the council for its quotation for metalling and blinding the approach to its depot at Paeroa, and accepted the price, £17 10s, with a request that the work be put in hand as soon as possible. (832, 338, 962, 394)
subheading: Sale of Car. (591, 1112, 635, 1122)
timetable-line: Leaves Auckland Leaves Paeroa. (414, 88, 502, 95)
subheading: General. (1020, 1146, 1052, 1156)
bakery-ad: GOLD MEDAL BREAD of the Finest, Purest, Ingredients. made in a Clean, Sanitary Bakery. VICTORIA BAKERY & TEA ROOMS. Phone 23 — PAEROA. D. LEACH, Proprietor. (147, 847, 273, 1030)
business-for-sale-ad: Business For Sale. The Old-Established and Profitable Business for many years conducted by Miss Gleeson in the BEST POSITION IN PAEROA IS OFFERED FOR IMMEDIATE SALE at £170 as a Going Concern. Miss Gleeson is forced to retire from business owing to ill-health. All particulars from— EDWIN EDWARDS, Land Agent, Paeroa. Phones : Office 108, Res. 112. (147, 54, 273, 265)
article-paragraph: The Pirates v. West match was a poor game. (689, 845, 823, 864)
article-paragraph: Mr W. Power was granted further leave of absence. (971, 1304, 1101, 1322)
timetable-line: Leaves Auckland Leaves Paeroa. (414, 261, 502, 269)
battson-ad: Battson PLUMBER ELECTRICIAN and SHEET-METAL WORKER. First-class, Satisfactory, and Lasting Workmanship Guaranteed. No Job Too Small No Job Too Large HOUSEHOLD HARDWARE and ELECTRICAL APPLIANCES of the highest quality at the lowest prices. VISIT OUR SHOWROOMS. Next Door to J. P. Gamble's, Phone 74 : : : PAEROA. (14, 471, 138, 734)
section-header: Insurance Notices. (315, 793, 372, 803)
article-paragraph: It having been reported that the Government purposes farming out the mussel beds about the Hauraki Gulf, the Coromandel Chamber of Commerce has asked that the draft regulations covering the project should be submitted to the Coromandel County Council before adoption. (546, 158, 680, 223)
article-paragraph: Full-back: Skeet. (697, 220, 747, 229)
timetable-line: For further particulars apply to— (414, 422, 502, 430)
subheading: Metalling Road. (867, 325, 927, 335)
article-paragraph: On the ground that the council was not concerned with any other matters than roads and bridges, the Masterton County Council has decided not to accede to requests for financial assistance from the Masterton Dental Clinic and the Masterton Plunket Society. (414, 629, 537, 695)
timetable-line: * Kaihere and Torehape Trips. (414, 387, 494, 395)
article-paragraph: Speaking at a meeting in Waihi, when he proposed the forming of a company to further attempt a revival of mining, Mr W. M. Wallnutt, the Mayor of that town, said: "We must have confidence in our district. Our objective is not financial gain, but to show that there is a reasonable possibility of further auriferous deposits being located. Cessation of mining would be an absolute calamity. We cannot all go on the land, and, in any case, some of us would not be suitable for that vocation." (414, 1347, 537, 1460)
timetable-line: Thurs. 29, 3 p.m. Fri. 30, midnight. (414, 378, 508, 386)
eyesight-ad: YOUR EYESIGHT THIS IS IMPORTANT Avoid Eye-strain and subsequent ill-health by wearing CORRECT GLASSES. My fifteen years' experience of practical Eye-sight testing should assure you of my ability to give you satisfaction. Any style of Glass or Frame supplied. Repairs effected and damaged lenses repaired. (282, 312, 405, 525)
gazette-flag: THE Hauraki Plains Gazette With which is incorporated THE OHINEMURI GAZETTE. Motto : Public Service. MONDAY, WEDNESDAY, & FRIDAY. FRIDAY, AUGUST 16, 1929. (414, 465, 537, 567)
verse (971, 1408, 1101, 1494)
timetable-heading: TIME-TABLE. (453, 66, 498, 74)
article-paragraph: Emergencies: Banks, Marshall (Plains), Arkle (Piako); forwards, Page (Paeroa), Hearne (Waihi), Fisher (Plains). (689, 463, 823, 491)
article-paragraph: Accounts totalling £8 8s 4d were passed for payment. (971, 1159, 1101, 1177)
sleeping-man-icon (21, 743, 131, 823)
article-paragraph: The Ohinemuri County Council, referring to the circular letter of the Main Highways Board of the 10th ult., said that its councillors at its last meeting were favourable towards the suggestion of co-operation with other local authorities in the matter of the appointment of a traffic inspector. The letter asked if the Borough Council would be willing to be represented at a conference of neighbouring local bodies to fully go into and discuss the matter. A copy of the letter had been sent to Coromandel, Hauraki Plains, Tauranga, and Thames county councils, and to the Tauranga, Thames, and Waihi borough councils. (971, 215, 1101, 366)
timetable-line: Sat. 31, 9 a.m. Sun. 1, 3.30 p.m. (414, 239, 499, 247)
article-paragraph: Messrs Holes and Perston were complimented on their report. (971, 1124, 1101, 1142)
article-paragraph: It was pointed out that all subscriptions were payable in advance, and that efforts should be made to collect them during the season. The position should be carefully watched by the committee, and no exception made in the case of sharemilkers. (546, 1363, 680, 1419)
timetable-line: Agent, Paeroa. (414, 443, 453, 451)
article-paragraph: Three-quarters: Storey, Kemp, Holmes. (697, 233, 811, 242)
article-paragraph: Mr Perston was instructed to make the necessary repairs to the science room sinks and the faulty lavatory; also to make provision for an 8-foot length of hose to be used for flushing out floors from the tap. (971, 959, 1101, 1006)
meat-market-ad: CENTRAL MEAT MARKET. All Meat Slaughtered in Government Abattoirs and Inspected by Government Inspector. Therefore the Public can Rely on HAVING MEAT OF THE FIRST QUALITY. Wholesale and Retail Butchers. Try us for Cash on the Block. J. WALLS. BUTCHER. TELEPHONE 111. (147, 1034, 273, 1178)
subheading: Appointment of Teacher. (990, 615, 1082, 625)
article-paragraph: The Hauraki Plains and Waihi third-grade representative teams will provide the curtain-raiser, while during the interval in the inter-provincial match the primary schoolboys will stage a seven-aside. (689, 144, 823, 191)
article-paragraph: It was decided to ask Mr W. Clark to accept office to fill the vacancy. (546, 1055, 680, 1074)
section-header: Professional. (324, 40, 363, 49)
kidd-card: J. R. KIDD NEW BUSINESS REPRESENTATIVE A.M.P. Society, Telephone 37. PAEROA. (282, 807, 405, 891)
timetable-line: Tues. 20, 2 p.m. Wed. 21, 7.30 a.m. (414, 196, 508, 204)
article-paragraph: People should be very careful in eating pumpkin. If it has the least bitterness it should be thrown into the furnace or the rubbish receptacle, as far as the Government is concerned a form of vegetable poison. Not so long ago in Wellington a whole family was thrown into a violent state of sickness by eating affected pumpkin, and only last week came the report from Auckland of a family similarly affected. (414, 961, 537, 1065)
article-paragraph: It was decided that the council be represented at the conference, the question of which councillors should form the deputation being left over awaiting further information on the subject. (971, 370, 1101, 417)
borough-heading: PAEROA BOROUGH. (847, 44, 947, 55)
hare-bros-ad: H. J. HARE Paeroa Phones 10 151 L. M. HARE Auckland. Phones 45-428 24-177 HARE BROS. J. GIBSON Manager Turua Branch Phones 7M and 7S. Promptitude: Civility: Service OVER 25 years' practical experience in the buying and selling of DAIRYING and FARMING MACHINERY places us in the position to give sound and helpful advice to farmers for all farming requirements. General Merchants & Land Agents. (147, 281, 273, 525)
article-paragraph: Prior to his departure from Hamilton the Ven. Archdeacon E. M. Cowie, who has been vicar of St. Peter's Church, Hamilton, for twenty years, was presented with a handsome wallet containing £200. The presentation was made at a public farewell on Tuesday, when citizens of all denominations were present. (414, 698, 537, 774)
wrigleys-illustration (20, 742, 132, 824)
timetable-line: Sun. 18, 10 a.m. Mon. 19, 5.30 p.m. (414, 105, 510, 113)
child-illustration (169, 855, 251, 917)
article-paragraph: Weeping willows have been in full leaf in Onga (Wellington) for the last fortnight or so, while many early fruit trees, such as plums, etc., have been covered with blossom for some little time. (971, 1357, 1101, 1404)
text-line: Are riches for those who are poor. (987, 1455, 1085, 1464)
article-paragraph: The secret of the universal popularity of the "N.Z. Sporting and Dramatic Review" right throughout New Zealand is that the high standard of work is maintained week after week throughout the year. Every number is a meritorious production containing the very best features of illustrated journalism. The current week's issue is essentially a sporting number, with the various winter sports faithfully portrayed in graphic snapshots. The Sanfurly Shield match, Auckland v. Wairarapa, is also illustrated. The New Zealand v. Australia hockey test is shown in a series that will be of interest to hockey fans. In contrast to the winter sports is a page of snaps of the World's Tennis Championships at Wimbledon with famous players in action. (689, 1245, 823, 1406)
talboys-card: G. STEWART TALBOYS SURGEON DENTIST CRITERION BUILDINGS. NEXT BANK N.Z., PAEROA. Phones : Surgery 31, Residence 43 (282, 54, 405, 120)
timetable-line: Leaves Auckland Leaves Ngatea. (414, 334, 502, 342)
text-line: In Woods' Great Peppermint Cure. (986, 1484, 1086, 1493)
article-paragraph: Accounts totalling £46 were passed for payment when sufficient funds became available. (546, 1258, 680, 1286)
timetable-heading: PAEROA AND AUCKLAND. (433, 79, 518, 87)
grey-menzies-ad: Grey & Menzies Ltd. AERATED WATER MANUFACTURERS STATION ROAD — PAEROA. SPECIALTIES:— LEMON AND PAEROA. DRY GINGER ALE. ALL OUR AERATED WATERS ARE WELL KNOWN. WRITE OR TELEPHONE and we will give you prompt service (14, 251, 138, 472)
article-paragraph: Referee, Mr H. J. Wilton, of Paeroa. (697, 589, 801, 598)
article-paragraph: Full-back: Hedley (Plains). (697, 350, 776, 359)
article-paragraph: It now takes £1 12s 1d on the average to purchase what could have been purchased for £1 in June, 1914, according to the latest abstract of statistics. (414, 588, 537, 625)
